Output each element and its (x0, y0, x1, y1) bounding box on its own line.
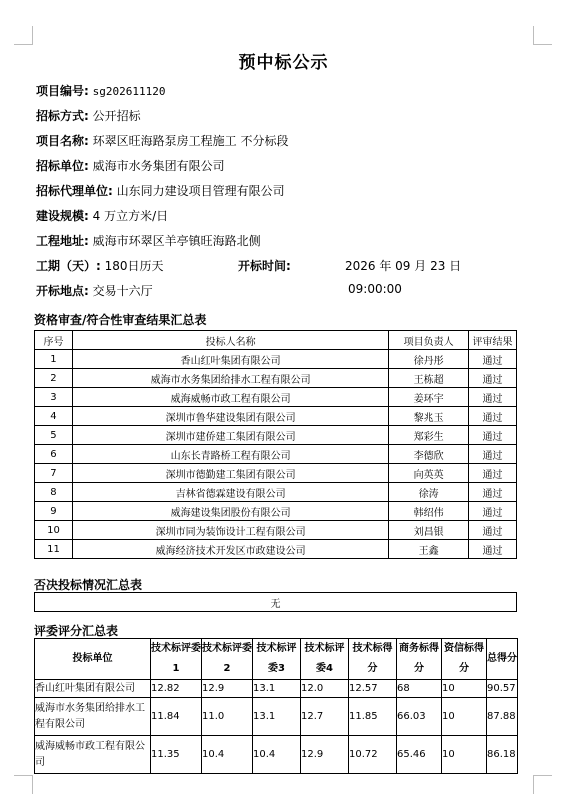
scale-row (36, 207, 168, 224)
field-label: 招标方式: (36, 109, 89, 123)
cell-bidder: 深圳市同为装饰设计工程有限公司 (72, 521, 388, 540)
cell-score: 10 (442, 680, 487, 698)
cell-score: 10 (442, 698, 487, 736)
project-name-row (36, 132, 288, 149)
cell-total: 86.18 (487, 736, 518, 774)
table-header-row (35, 331, 517, 350)
cell-bidder: 威海市水务集团给排水工程有限公司 (72, 369, 388, 388)
cell-bidder: 威海建设集团股份有限公司 (72, 502, 388, 521)
scale-value: 4 万立方米/日 (92, 209, 169, 223)
table-row (35, 445, 517, 464)
cell-no: 3 (35, 388, 73, 407)
cell-score: 12.9 (301, 736, 349, 774)
table-row (35, 426, 517, 445)
column-header: 评审结果 (469, 331, 517, 350)
column-header: 商务标得分 (397, 639, 442, 680)
table-row (35, 680, 518, 698)
column-header: 技术标评委3 (253, 639, 301, 680)
cell-no: 4 (35, 407, 73, 426)
cell-manager: 王鑫 (389, 540, 469, 559)
cell-result: 通过 (469, 521, 517, 540)
open-date-row (345, 257, 461, 274)
cell-result: 通过 (469, 483, 517, 502)
cell-result: 通过 (469, 540, 517, 559)
field-label: 招标单位: (36, 159, 89, 173)
cell-score: 10 (442, 736, 487, 774)
open-date-value: 2026 年 09 月 23 日 (345, 259, 462, 273)
cell-manager: 刘昌银 (389, 521, 469, 540)
page-corner-mark (14, 26, 33, 45)
table-row (35, 593, 517, 612)
table-row (35, 502, 517, 521)
cell-bidder: 深圳市建侨建工集团有限公司 (72, 426, 388, 445)
table-header-row (35, 639, 518, 680)
page-title: 预中标公示 (238, 53, 329, 73)
cell-no: 8 (35, 483, 73, 502)
open-place-value: 交易十六厅 (92, 284, 153, 298)
cell-no: 5 (35, 426, 73, 445)
table-row (35, 350, 517, 369)
cell-bidder: 深圳市鲁华建设集团有限公司 (72, 407, 388, 426)
tenderer-row (36, 157, 225, 174)
project-name-value: 环翠区旺海路泵房工程施工 不分标段 (92, 134, 289, 148)
cell-manager: 黎兆玉 (389, 407, 469, 426)
cell-manager: 王栋超 (389, 369, 469, 388)
cell-bidder: 香山红叶集团有限公司 (72, 350, 388, 369)
scores-heading: 评委评分汇总表 (34, 624, 119, 638)
cell-score: 12.7 (301, 698, 349, 736)
field-label: 工期（天）: (36, 259, 101, 273)
cell-total: 87.88 (487, 698, 518, 736)
project-no-row (36, 82, 166, 99)
field-label: 建设规模: (36, 209, 89, 223)
cell-bidder: 威海威畅市政工程有限公司 (35, 736, 151, 774)
column-header: 总得分 (487, 639, 518, 680)
cell-result: 通过 (469, 426, 517, 445)
agent-value: 山东同力建设项目管理有限公司 (116, 184, 285, 198)
page-corner-mark (14, 775, 33, 794)
field-label: 项目名称: (36, 134, 89, 148)
cell-result: 通过 (469, 502, 517, 521)
table-row (35, 736, 518, 774)
page-corner-mark (533, 26, 552, 45)
project-no-value: sg202611120 (92, 85, 166, 98)
cell-score: 11.84 (151, 698, 202, 736)
cell-no: 1 (35, 350, 73, 369)
cell-bidder: 威海市水务集团给排水工程有限公司 (35, 698, 151, 736)
cell-result: 通过 (469, 388, 517, 407)
cell-score: 13.1 (253, 680, 301, 698)
cell-result: 通过 (469, 407, 517, 426)
table-row (35, 388, 517, 407)
cell-manager: 郑彩生 (389, 426, 469, 445)
rejected-heading: 否决投标情况汇总表 (34, 578, 143, 592)
cell-bidder: 吉林省德霖建设有限公司 (72, 483, 388, 502)
cell-result: 通过 (469, 350, 517, 369)
cell-bidder: 深圳市德勤建工集团有限公司 (72, 464, 388, 483)
cell-no: 9 (35, 502, 73, 521)
cell-bidder: 威海威畅市政工程有限公司 (72, 388, 388, 407)
column-header: 项目负责人 (389, 331, 469, 350)
cell-score: 68 (397, 680, 442, 698)
cell-no: 10 (35, 521, 73, 540)
method-row (36, 107, 141, 124)
cell-score: 13.1 (253, 698, 301, 736)
cell-bidder: 香山红叶集团有限公司 (35, 680, 151, 698)
cell-bidder: 威海经济技术开发区市政建设公司 (72, 540, 388, 559)
page-corner-mark (533, 775, 552, 794)
column-header: 技术标评委4 (301, 639, 349, 680)
field-label: 开标时间: (238, 259, 291, 273)
cell-score: 12.9 (202, 680, 253, 698)
column-header: 序号 (35, 331, 73, 350)
cell-manager: 徐丹彤 (389, 350, 469, 369)
qualification-table (34, 330, 517, 559)
cell-manager: 姜环宇 (389, 388, 469, 407)
cell-score: 10.4 (253, 736, 301, 774)
column-header: 资信标得分 (442, 639, 487, 680)
table-row (35, 521, 517, 540)
cell-no: 6 (35, 445, 73, 464)
cell-score: 10.4 (202, 736, 253, 774)
column-header: 技术标评委1 (151, 639, 202, 680)
cell-no: 2 (35, 369, 73, 388)
table-row (35, 483, 517, 502)
cell-result: 通过 (469, 464, 517, 483)
cell-score: 66.03 (397, 698, 442, 736)
cell-score: 12.0 (301, 680, 349, 698)
open-clock-value: 09:00:00 (348, 282, 402, 296)
method-value: 公开招标 (92, 109, 141, 123)
cell-result: 通过 (469, 445, 517, 464)
cell-manager: 李德欣 (389, 445, 469, 464)
field-label: 招标代理单位: (36, 184, 113, 198)
agent-row (36, 182, 285, 199)
scores-table (34, 638, 518, 774)
table-row (35, 407, 517, 426)
table-row (35, 540, 517, 559)
qualification-heading: 资格审查/符合性审查结果汇总表 (34, 313, 207, 327)
table-row (35, 369, 517, 388)
cell-score: 11.0 (202, 698, 253, 736)
cell-manager: 韩绍伟 (389, 502, 469, 521)
column-header: 投标人名称 (72, 331, 388, 350)
open-time-label-row (238, 257, 291, 274)
rejected-table (34, 592, 517, 612)
cell-score: 12.82 (151, 680, 202, 698)
period-value: 180日历天 (104, 259, 164, 273)
column-header: 技术标评委2 (202, 639, 253, 680)
cell-manager: 向英英 (389, 464, 469, 483)
tenderer-value: 威海市水务集团有限公司 (92, 159, 225, 173)
column-header: 技术标得分 (349, 639, 397, 680)
cell-score: 10.72 (349, 736, 397, 774)
column-header: 投标单位 (35, 639, 151, 680)
period-row (36, 257, 164, 274)
cell-score: 65.46 (397, 736, 442, 774)
open-place-row (36, 282, 153, 299)
field-label: 项目编号: (36, 84, 89, 98)
rejected-value: 无 (35, 593, 517, 612)
address-value: 威海市环翠区羊亭镇旺海路北侧 (92, 234, 261, 248)
field-label: 开标地点: (36, 284, 89, 298)
cell-result: 通过 (469, 369, 517, 388)
cell-total: 90.57 (487, 680, 518, 698)
cell-no: 11 (35, 540, 73, 559)
table-row (35, 464, 517, 483)
cell-score: 11.35 (151, 736, 202, 774)
table-row (35, 698, 518, 736)
cell-bidder: 山东长青路桥工程有限公司 (72, 445, 388, 464)
field-label: 工程地址: (36, 234, 89, 248)
cell-score: 11.85 (349, 698, 397, 736)
address-row (36, 232, 261, 249)
cell-no: 7 (35, 464, 73, 483)
cell-score: 12.57 (349, 680, 397, 698)
cell-manager: 徐涛 (389, 483, 469, 502)
open-clock-row (348, 282, 402, 296)
